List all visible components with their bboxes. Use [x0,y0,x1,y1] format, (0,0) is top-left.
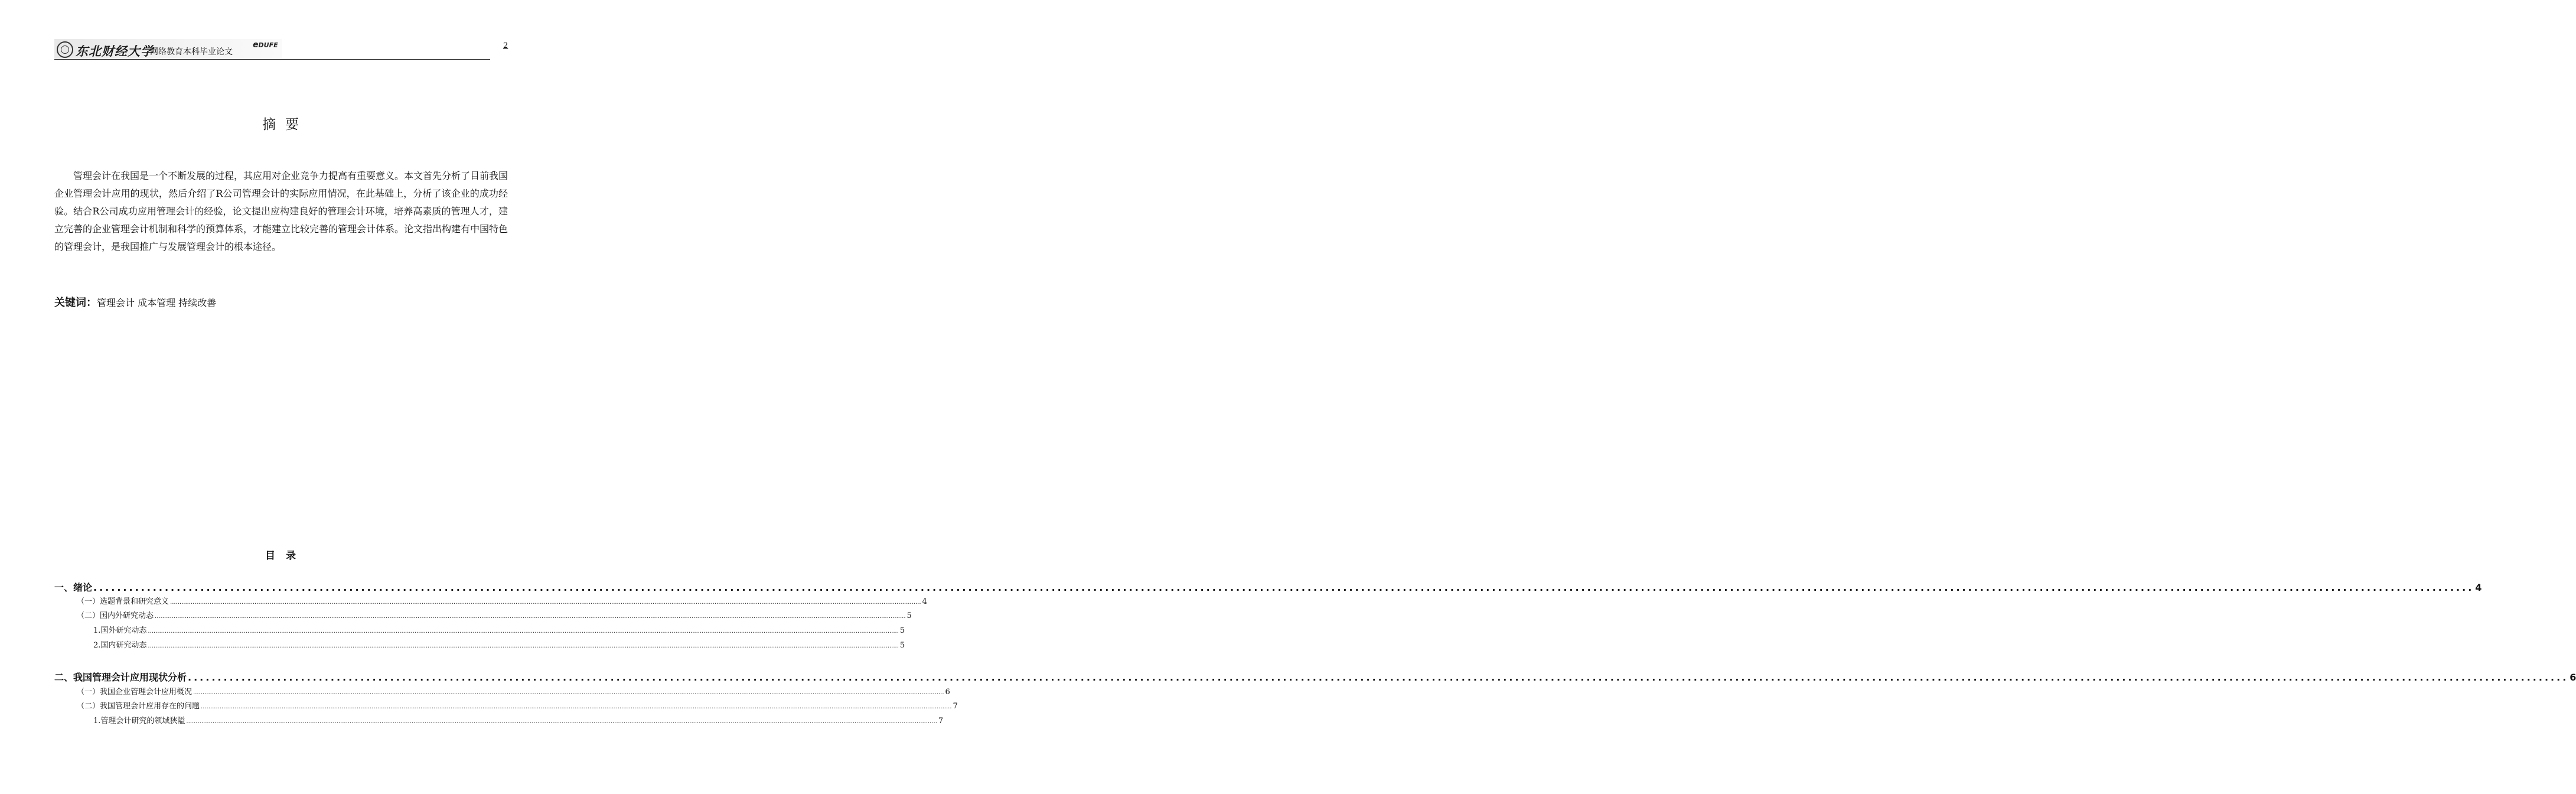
toc-entry-text: （二）国内外研究动态 [77,611,154,620]
toc-dot-leader: ................................................................................................................................................................................................................................................................................................................................................................................................................ [148,643,899,649]
toc-entry-text: 一、绪论 [54,582,93,593]
toc-entry-text: （一）我国企业管理会计应用概况 [77,688,193,697]
page-header [54,38,490,60]
toc-entry[interactable] [77,609,912,620]
keywords-label: 关键词： [54,297,97,309]
toc-entry-page: 5 [907,611,912,620]
toc-entry-page: 5 [899,641,905,650]
toc-entry-text: （一）选题背景和研究意义 [77,597,169,606]
toc-entry[interactable] [93,714,944,725]
toc-entry[interactable] [54,670,2576,684]
toc-dot-leader: ................................................................................................................................................................................................................................................................................................................................................................................................................ [155,613,906,620]
toc-entry[interactable] [77,685,950,697]
toc-dot-leader: ................................................................................................................................................................................................................................................................................................................................................................................................................ [170,599,921,606]
toc-entry[interactable] [93,624,905,635]
toc-entry-page: 6 [945,688,950,697]
header-subtitle: 网络教育本科毕业论文 [150,47,233,57]
toc-dot-leader: ................................................................................................................................................................................................................................................................................................................................................................................................................ [93,582,2474,593]
dufe-logo: eDUFE [253,40,278,50]
toc-dot-leader: ................................................................................................................................................................................................................................................................................................................................................................................................................ [188,672,2569,683]
toc-title: 目录 [265,550,306,562]
toc-entry-page: 5 [899,626,905,635]
toc-entry-page: 7 [938,717,944,725]
toc-entry[interactable] [93,639,905,650]
header-logo-band [54,39,282,59]
toc-entry-page: 7 [953,702,958,711]
toc-entry-text: 二、我国管理会计应用现状分析 [54,672,187,683]
university-seal-icon [57,41,73,58]
toc-dot-leader: ................................................................................................................................................................................................................................................................................................................................................................................................................ [186,718,937,725]
keywords-line [54,294,216,310]
header-rule [54,59,490,60]
toc-entry-text: 1.管理会计研究的领域狭隘 [93,717,185,725]
university-name: 东北财经大学 [76,44,154,58]
toc-dot-leader: ................................................................................................................................................................................................................................................................................................................................................................................................................ [193,689,944,696]
abstract-title: 摘要 [262,117,308,132]
toc-entry-page: 4 [922,597,927,606]
toc-entry[interactable] [77,699,958,711]
toc-entry-text: （二）我国管理会计应用存在的问题 [77,702,200,711]
toc-entry-page: 4 [2475,582,2482,593]
toc-dot-leader: ................................................................................................................................................................................................................................................................................................................................................................................................................ [148,628,899,634]
toc-entry-text: 1.国外研究动态 [93,626,147,635]
keywords-value: 管理会计 成本管理 持续改善 [97,297,217,308]
abstract-body: 管理会计在我国是一个不断发展的过程，其应用对企业竞争力提高有重要意义。本文首先分析了目前我国企业管理会计应用的现状，然后介绍了R公司管理会计的实际应用情况，在此基础上，分析了该企业的成功经验。结合R公司成功应用管理会计的经验，论文提出应构建良好的管理会计环境，培养高素质的管理人才，建立完善的企业管理会计机制和科学的预算体系，才能建立比较完善的管理会计体系。论文指出构建有中国特色的管理会计，是我国推广与发展管理会计的根本途径。 [54,170,508,252]
toc-entry-text: 2.国内研究动态 [93,641,147,650]
toc-entry[interactable] [54,580,2482,594]
toc-dot-leader: ................................................................................................................................................................................................................................................................................................................................................................................................................ [201,704,952,710]
toc-entry-page: 6 [2570,672,2576,683]
toc-entry[interactable] [77,595,927,606]
page-number: 2 [503,41,508,50]
